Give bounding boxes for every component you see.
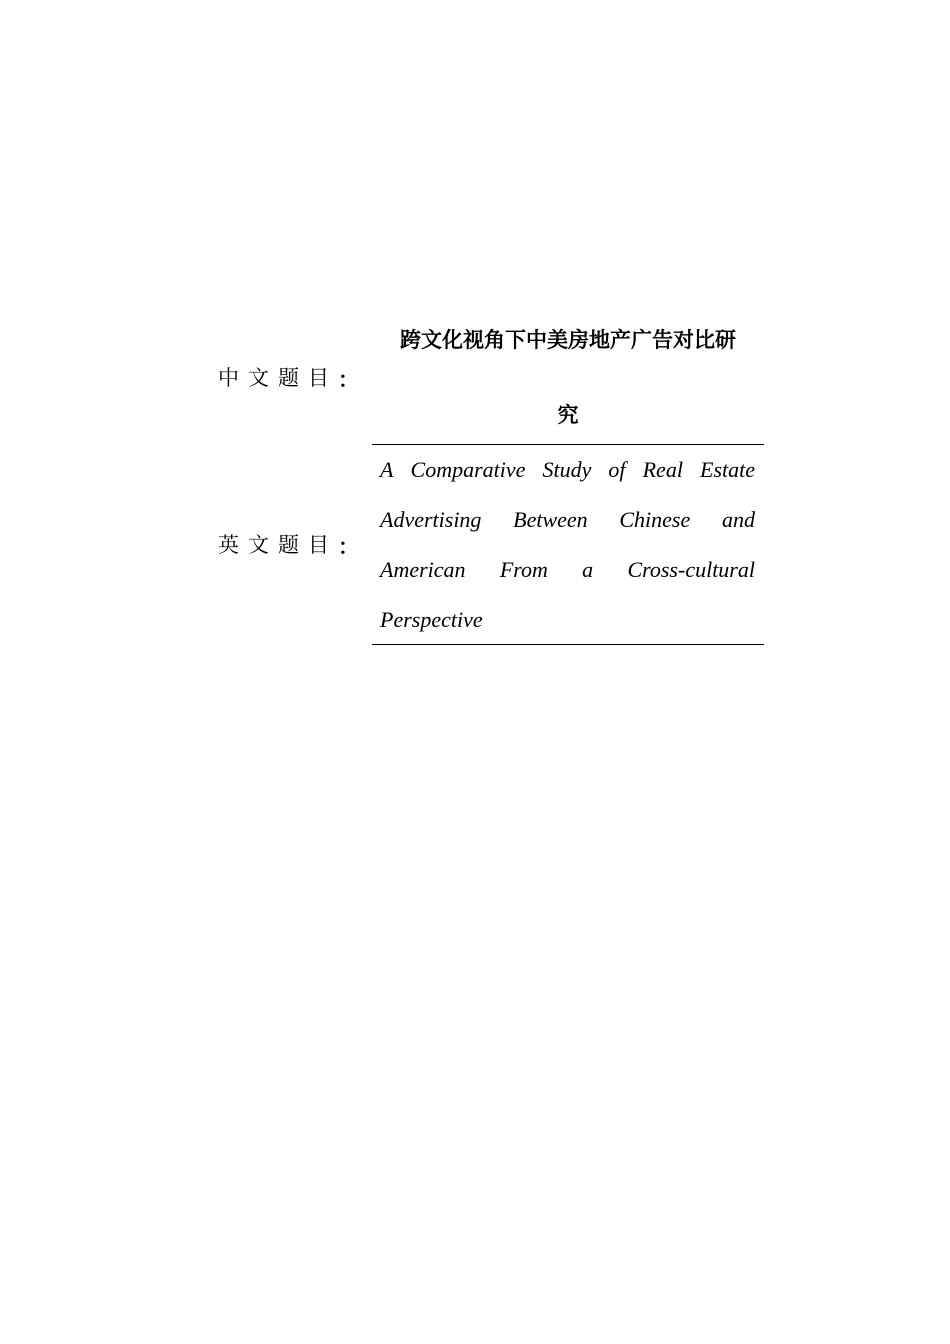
- english-title-line-1: [380, 457, 755, 483]
- english-title-word: From: [499, 557, 548, 582]
- english-title-underline: [372, 644, 764, 645]
- english-title-word: Real: [642, 457, 683, 482]
- english-title-word: Estate: [700, 457, 755, 482]
- english-title-line-2: [380, 507, 755, 533]
- english-title-word: Study: [542, 457, 592, 482]
- english-title-word: of: [608, 457, 626, 482]
- chinese-title-colon: ：: [338, 368, 359, 392]
- chinese-title-line-1: 跨文化视角下中美房地产广告对比研: [400, 328, 736, 352]
- english-title-word: American: [380, 557, 466, 582]
- english-title-line-3: [380, 557, 755, 583]
- english-title-word: Between: [513, 507, 588, 532]
- english-title-word: Cross-cultural: [627, 557, 755, 582]
- english-title-word: a: [582, 557, 594, 582]
- english-title-colon: ：: [338, 535, 359, 559]
- english-title-word: and: [721, 507, 755, 532]
- english-title-label: 英文题目: [218, 533, 338, 557]
- english-title-word: Chinese: [619, 507, 691, 532]
- chinese-title-underline: [372, 444, 764, 445]
- english-title-word: A: [380, 457, 394, 482]
- english-title-word: Comparative: [410, 457, 526, 482]
- english-title-word: Advertising: [380, 507, 482, 532]
- english-title-word: Perspective: [380, 607, 483, 632]
- english-title-line-4: [380, 607, 755, 633]
- chinese-title-label: 中文题目: [218, 366, 338, 390]
- chinese-title-line-2: 究: [557, 403, 579, 427]
